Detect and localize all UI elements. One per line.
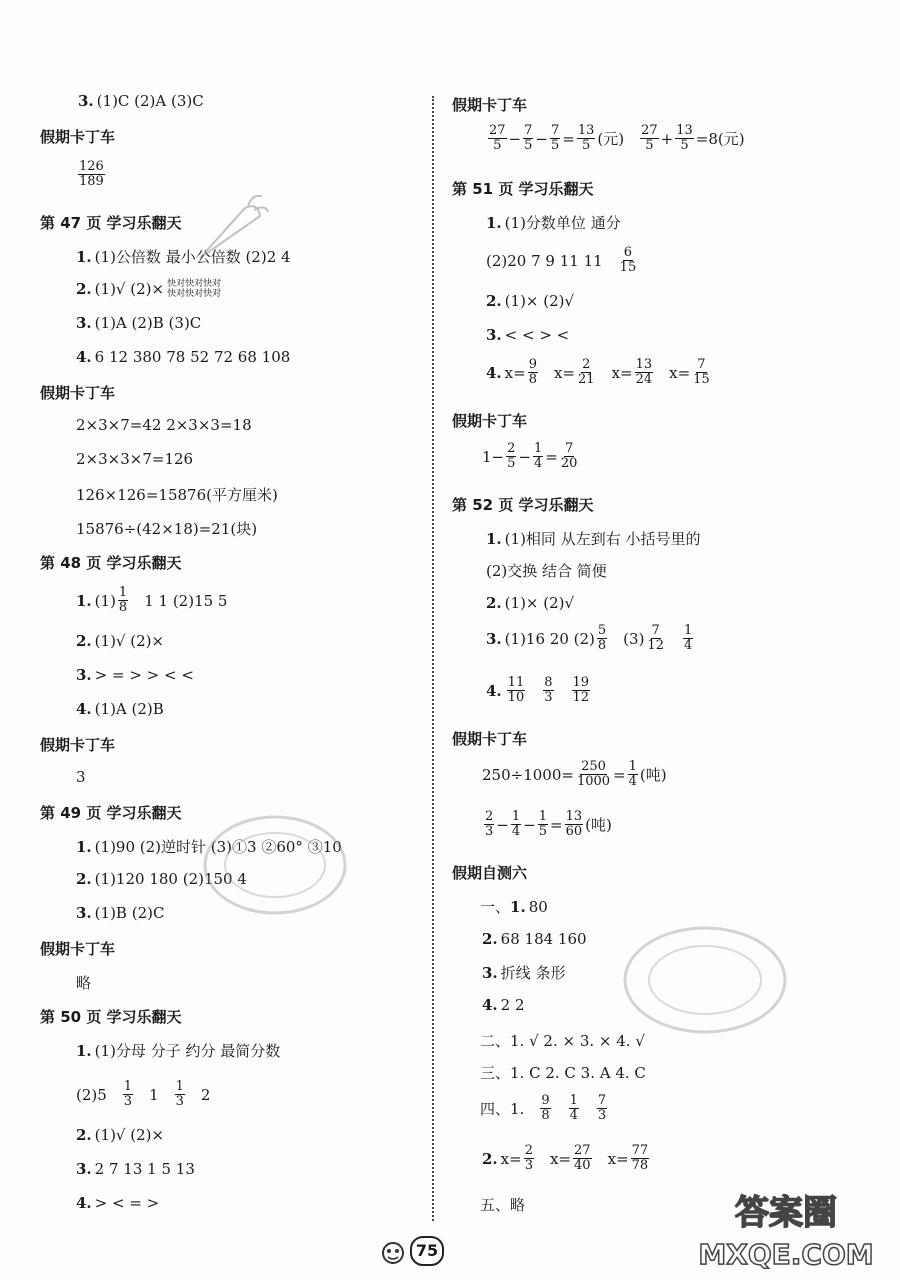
fraction: $\frac{13}{60}$ bbox=[565, 809, 583, 839]
section-heading: 假期卡丁车 bbox=[40, 128, 116, 146]
equation-line: 250÷1000= $\frac{250}{1000}$ = $\frac{1}{4}$ (吨) bbox=[482, 759, 667, 789]
answer-line: 3. > = > > < < bbox=[76, 666, 194, 684]
answer-line: 15876÷(42×18)=21(块) bbox=[76, 520, 258, 538]
answer-line: 2. 68 184 160 bbox=[482, 930, 587, 948]
answer-line: 一、 1. 80 bbox=[480, 897, 548, 916]
fraction: $\frac{1}{4}$ bbox=[569, 1093, 578, 1123]
answer-line: 五、略 bbox=[480, 1196, 526, 1214]
answer-line: 3. (1)B (2)C bbox=[76, 904, 165, 922]
section-heading: 第 48 页 学习乐翻天 bbox=[40, 554, 182, 572]
answer-line: 3 bbox=[76, 768, 86, 786]
answer-line bbox=[76, 160, 107, 189]
answer-line: 2×3×3×7=126 bbox=[76, 450, 194, 468]
section-heading: 假期卡丁车 bbox=[40, 940, 116, 958]
section-heading: 第 49 页 学习乐翻天 bbox=[40, 804, 182, 822]
answer-line: 4. x= $\frac{9}{8}$ x= $\frac{2}{21}$ x= $\frac{13}{24}$ x= $\frac{7}{15}$ bbox=[486, 357, 710, 387]
fraction: $\frac{19}{12}$ bbox=[572, 675, 590, 705]
answer-line: 四、1. $\frac{9}{8}$ $\frac{1}{4}$ $\frac{7}{3}$ bbox=[480, 1093, 607, 1123]
answer-line: 4. 2 2 bbox=[482, 996, 525, 1014]
fraction: $\frac{6}{15}$ bbox=[619, 245, 637, 275]
answer-line: 2. (1)√ (2)× bbox=[76, 632, 165, 650]
fraction: $\frac{11}{10}$ bbox=[507, 675, 525, 705]
fraction: $\frac{7}{20}$ bbox=[560, 441, 578, 471]
stamp-watermark-icon bbox=[620, 920, 790, 1040]
fraction: $\frac{77}{78}$ bbox=[631, 1143, 649, 1173]
fraction: $\frac{7}{3}$ bbox=[597, 1093, 607, 1123]
section-heading: 假期自测六 bbox=[452, 864, 528, 882]
section-heading: 第 47 页 学习乐翻天 bbox=[40, 214, 182, 232]
answer-line: (2)20 7 9 11 11 $\frac{6}{15}$ bbox=[486, 245, 637, 275]
answer-line: 略 bbox=[76, 974, 92, 992]
fraction: $\frac{250}{1000}$ bbox=[576, 759, 611, 789]
answer-line: 三、1. C 2. C 3. A 4. C bbox=[480, 1064, 646, 1082]
answer-line: (2)5 $\frac{1}{3}$ 1 $\frac{1}{3}$ 2 bbox=[76, 1079, 211, 1109]
fraction: $\frac{1}{3}$ bbox=[175, 1079, 184, 1109]
fraction: $\frac{1}{4}$ bbox=[683, 623, 693, 653]
fraction: $\frac{2}{21}$ bbox=[578, 357, 595, 387]
answer-line: 1. (1) $\frac{1}{8}$ 1 1 (2)15 5 bbox=[76, 585, 228, 615]
equation-line: $\frac{2}{3}$ − $\frac{1}{4}$ − $\frac{1}{5}$ = $\frac{13}{60}$ (吨) bbox=[485, 809, 612, 839]
fraction: $\frac{13}{5}$ bbox=[676, 123, 693, 153]
answer-line: 二、1. √ 2. × 3. × 4. √ bbox=[480, 1032, 645, 1050]
answer-line: 3. (1)16 20 (2) $\frac{5}{8}$ (3) $\frac{7}{12}$ $\frac{1}{4}$ bbox=[486, 623, 693, 653]
answer-line: 3. < < > < bbox=[486, 326, 570, 344]
answer-line: 1. (1)相同 从左到右 小括号里的 bbox=[486, 529, 701, 548]
answer-line: 2. (1)120 180 (2)150 4 bbox=[76, 870, 247, 888]
section-heading: 假期卡丁车 bbox=[452, 96, 528, 114]
fraction: $\frac{9}{8}$ bbox=[541, 1093, 550, 1123]
answer-line: 1. (1)公倍数 最小公倍数 (2)2 4 bbox=[76, 247, 291, 266]
answer-line: (2)交换 结合 简便 bbox=[486, 562, 607, 580]
answer-line: 2. (1)× (2)√ bbox=[486, 594, 575, 612]
answer-line: 3. (1)A (2)B (3)C bbox=[76, 314, 202, 332]
carrot-logo-icon bbox=[190, 188, 270, 268]
answer-line: 1. (1)90 (2)逆时针 (3)①3 ②60° ③10 bbox=[76, 837, 342, 856]
fraction: $\frac{27}{5}$ bbox=[641, 123, 658, 153]
fraction: $\frac{9}{8}$ bbox=[528, 357, 537, 387]
fraction: $\frac{5}{8}$ bbox=[597, 623, 607, 653]
answer-line: 4. $\frac{11}{10}$ $\frac{8}{3}$ $\frac{19}{12}$ bbox=[486, 675, 590, 705]
fraction: $\frac{126}{189}$ bbox=[79, 159, 104, 189]
fraction: $\frac{1}{8}$ bbox=[118, 585, 128, 615]
section-heading: 假期卡丁车 bbox=[452, 730, 528, 748]
fraction: $\frac{2}{5}$ bbox=[507, 441, 516, 471]
fraction: $\frac{1}{4}$ bbox=[511, 809, 521, 839]
fraction: $\frac{2}{3}$ bbox=[524, 1143, 533, 1173]
answer-line: 2. (1)√ (2)× 快对快对快对 快对快对快对 bbox=[76, 279, 222, 299]
answer-line: 4. 6 12 380 78 52 72 68 108 bbox=[76, 348, 291, 366]
answer-line: 1. (1)分数单位 通分 bbox=[486, 213, 621, 232]
small-note: 快对快对快对 快对快对快对 bbox=[167, 279, 222, 299]
answer-line: 3. (1)C (2)A (3)C bbox=[78, 92, 204, 110]
answer-line: 3. 折线 条形 bbox=[482, 963, 566, 982]
section-heading: 第 52 页 学习乐翻天 bbox=[452, 496, 594, 514]
answer-line: 3. 2 7 13 1 5 13 bbox=[76, 1160, 195, 1178]
mascot-icon bbox=[378, 1238, 408, 1268]
answer-line: 2×3×7=42 2×3×3=18 bbox=[76, 416, 252, 434]
fraction: $\frac{7}{5}$ bbox=[524, 123, 533, 153]
answer-line: 2. x= $\frac{2}{3}$ x= $\frac{27}{40}$ x= $\frac{77}{78}$ bbox=[482, 1143, 649, 1173]
fraction: $\frac{7}{12}$ bbox=[647, 623, 664, 653]
answer-line: 2. (1)√ (2)× bbox=[76, 1126, 165, 1144]
fraction: $\frac{8}{3}$ bbox=[544, 675, 553, 705]
fraction: $\frac{1}{4}$ bbox=[628, 759, 637, 789]
answer-line: 126×126=15876(平方厘米) bbox=[76, 486, 278, 504]
svg-text:MXQE.COM: MXQE.COM bbox=[698, 1238, 874, 1271]
fraction: $\frac{1}{3}$ bbox=[123, 1079, 133, 1109]
column-divider bbox=[432, 96, 434, 1221]
fraction: $\frac{7}{5}$ bbox=[550, 123, 560, 153]
section-heading: 第 50 页 学习乐翻天 bbox=[40, 1008, 182, 1026]
answer-line: 4. > < = > bbox=[76, 1194, 160, 1212]
fraction: $\frac{2}{3}$ bbox=[485, 809, 494, 839]
fraction: $\frac{1}{4}$ bbox=[533, 441, 543, 471]
section-heading: 假期卡丁车 bbox=[40, 736, 116, 754]
fraction: $\frac{7}{15}$ bbox=[693, 357, 710, 387]
stamp-watermark-icon bbox=[200, 810, 350, 920]
fraction: $\frac{13}{5}$ bbox=[577, 123, 595, 153]
fraction: $\frac{27}{5}$ bbox=[489, 123, 506, 153]
answer-line: 2. (1)× (2)√ bbox=[486, 292, 575, 310]
section-heading: 假期卡丁车 bbox=[40, 384, 116, 402]
page-number: 75 bbox=[410, 1236, 444, 1266]
answer-line: 1. (1)分母 分子 约分 最简分数 bbox=[76, 1041, 281, 1060]
section-heading: 假期卡丁车 bbox=[452, 412, 528, 430]
fraction: $\frac{13}{24}$ bbox=[635, 357, 653, 387]
equation-line: $\frac{27}{5}$ − $\frac{7}{5}$ − $\frac{7}{5}$ = $\frac{13}{5}$ (元) $\frac{27}{5}$ + $\frac{13}{5}$ =8(元) bbox=[489, 123, 745, 153]
fraction: $\frac{27}{40}$ bbox=[574, 1143, 591, 1173]
fraction: $\frac{1}{5}$ bbox=[538, 809, 547, 839]
watermark-text: 答案圈 bbox=[735, 1193, 837, 1233]
equation-line: 1− $\frac{2}{5}$ − $\frac{1}{4}$ = $\frac{7}{20}$ bbox=[482, 441, 578, 471]
site-watermark bbox=[686, 1184, 886, 1274]
section-heading: 第 51 页 学习乐翻天 bbox=[452, 180, 594, 198]
answer-line: 4. (1)A (2)B bbox=[76, 700, 164, 718]
